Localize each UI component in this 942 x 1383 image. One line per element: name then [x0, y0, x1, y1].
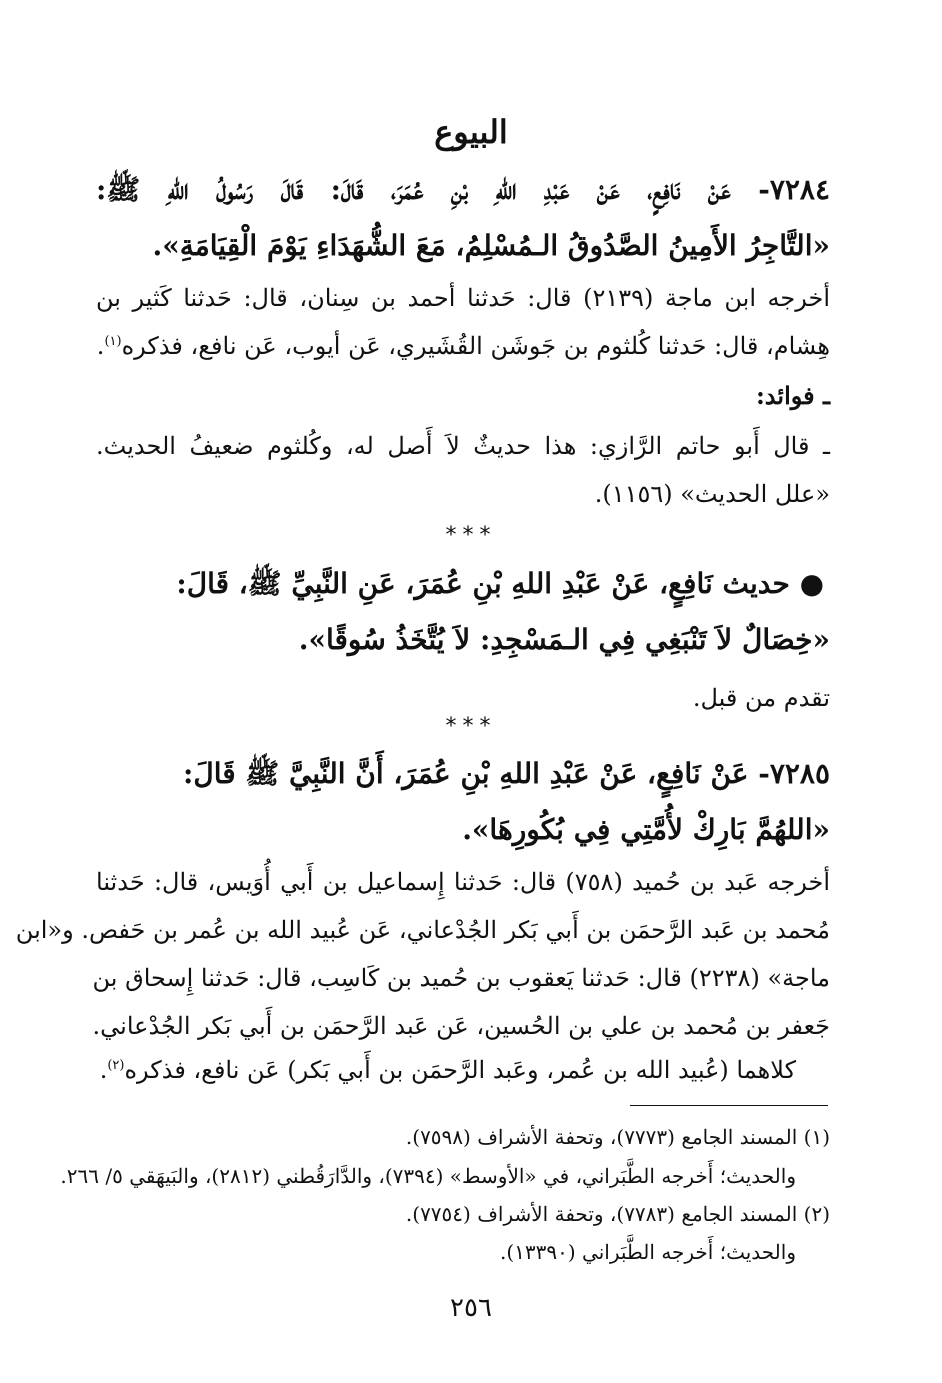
bullet-icon: ●: [799, 567, 824, 600]
hadith-7285-takhrij-1: أخرجه عَبد بن حُميد (٧٥٨) قال: حَدثنا إِسماعيل بن أَبي أُوَيس، قال: حَدثنا: [96, 868, 830, 896]
hadith-7284-matn: «التَّاجِرُ الأَمِينُ الصَّدُوقُ الـمُسْلِمُ، مَعَ الشُّهَدَاءِ يَوْمَ الْقِيَامَةِ».: [152, 229, 830, 262]
fawaid-heading: ـ فوائد:: [755, 381, 830, 410]
chapter-title: البيوع: [434, 113, 508, 151]
bullet-hadith-matn: «خِصَالٌ لاَ تَنْبَغِي فِي الـمَسْجِدِ: لاَ يُتَّخَذُ سُوقًا».: [298, 623, 830, 656]
footnote-ref-1[interactable]: (١): [104, 334, 122, 349]
hadith-7285-matn: «اللهُمَّ بَارِكْ لأُمَّتِي فِي بُكُورِهَا».: [462, 813, 830, 846]
hadith-7284-takhrij-2: هِشام، قال: حَدثنا كُلثوم بن جَوشَن القُشَيري، عَن أيوب، عَن نافع، فذكره$^{(١)}$.: [96, 332, 830, 360]
hadith-7285-takhrij-5: كلاهما (عُبيد الله بن عُمر، وعَبد الرَّحمَن بن أَبي بَكر) عَن نافع، فذكره$^{(٢)}$.: [99, 1056, 796, 1084]
hadith-7284-isnad: ٧٢٨٤- عَنْ نَافِعٍ، عَنْ عَبْدِ اللهِ بْنِ عُمَرَ، قَالَ: قَالَ رَسُولُ اللهِ ﷺ:: [96, 173, 830, 206]
hadith-7285-isnad: ٧٢٨٥- عَنْ نَافِعٍ، عَنْ عَبْدِ اللهِ بْنِ عُمَرَ، أَنَّ النَّبِيَّ ﷺ قَالَ:: [183, 757, 830, 790]
fawaid-line-2: «علل الحديث» (١١٥٦).: [594, 480, 830, 508]
footnote-divider: [630, 1105, 828, 1106]
hadith-7284-takhrij-1: أخرجه ابن ماجة (٢١٣٩) قال: حَدثنا أحمد بن سِنان، قال: حَدثنا كَثير بن: [96, 284, 831, 312]
section-separator: ***: [445, 523, 497, 548]
fawaid-line-1: ـ قال أَبو حاتم الرَّازي: هذا حديثٌ لاَ أَصل له، وكُلثوم ضعيفُ الحديث.: [96, 432, 830, 460]
section-separator-2: ***: [445, 714, 497, 739]
footnote-ref-2[interactable]: (٢): [107, 1058, 125, 1073]
footnote-2-source: (٢) المسند الجامع (٧٧٨٣)، وتحفة الأشراف (٧٧٥٤).: [405, 1202, 830, 1226]
page-number: ٢٥٦: [450, 1293, 492, 1323]
bullet-hadith-isnad: ● حديث نَافِعٍ، عَنْ عَبْدِ اللهِ بْنِ عُمَرَ، عَنِ النَّبِيِّ ﷺ، قَالَ:: [176, 567, 824, 600]
footnote-1-hadith: والحديث؛ أَخرجه الطَّبَراني، في «الأوسط» (٧٣٩٤)، والدَّارَقُطني (٢٨١٢)، والبَيهَقي ٥/ ٢٦٦.: [60, 1164, 796, 1188]
hadith-7285-takhrij-4: جَعفر بن مُحمد بن علي بن الحُسين، عَن عَبد الرَّحمَن بن أَبي بَكر الجُدْعاني.: [92, 1012, 830, 1040]
hadith-7285-takhrij-2: مُحمد بن عَبد الرَّحمَن بن أَبي بَكر الجُدْعاني، عَن عُبيد الله بن عُمر بن حَفص. و«ابن: [15, 916, 830, 944]
footnote-1-source: (١) المسند الجامع (٧٧٧٣)، وتحفة الأشراف (٧٥٩٨).: [405, 1125, 830, 1149]
footnote-2-hadith: والحديث؛ أَخرجه الطَّبَراني (١٣٣٩٠).: [499, 1240, 796, 1264]
hadith-7285-takhrij-3: ماجة» (٢٢٣٨) قال: حَدثنا يَعقوب بن حُميد بن كَاسِب، قال: حَدثنا إِسحاق بن: [92, 964, 830, 992]
bullet-hadith-note: تقدم من قبل.: [692, 684, 830, 712]
